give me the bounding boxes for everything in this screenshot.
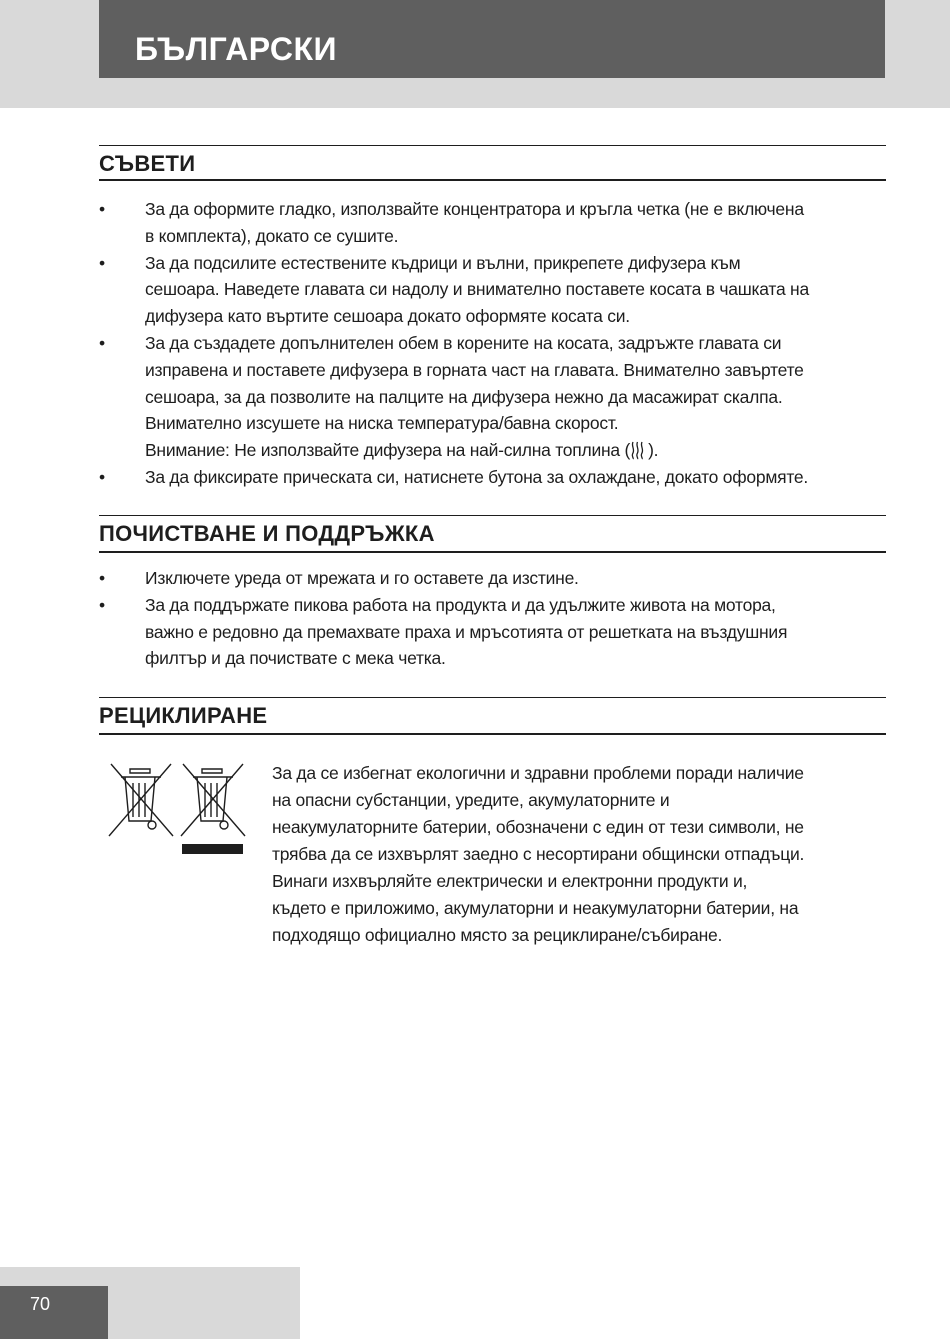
text-line: За да оформите гладко, използвайте концентратора и кръгла четка (не е включена <box>145 199 804 219</box>
tips-title: СЪВЕТИ <box>99 151 196 176</box>
text-line: трябва да се изхвърлят заедно с несортирани общински отпадъци. <box>272 844 805 864</box>
bullet: • <box>99 252 105 273</box>
page-number-box <box>0 1286 108 1339</box>
warning-line <box>145 437 886 464</box>
text-line: подходящо официално място за рециклиране/събиране. <box>272 925 723 945</box>
recycling-symbols <box>108 763 248 858</box>
cleaning-title: ПОЧИСТВАНЕ И ПОДДРЪЖКА <box>99 521 435 546</box>
text-line: на опасни субстанции, уредите, акумулаторните и <box>272 790 670 810</box>
recycling-section <box>99 697 886 735</box>
cleaning-section <box>99 515 886 672</box>
bullet: • <box>99 332 105 353</box>
text-line: изправена и поставете дифузера в горната част на главата. Внимателно завъртете <box>145 359 804 380</box>
text-line: Изключете уреда от мрежата и го оставете да изстине. <box>145 568 579 588</box>
text-line: Винаги изхвърляйте електрически и електронни продукти и, <box>272 871 748 891</box>
cleaning-heading-bar <box>99 515 886 553</box>
crossed-out-wheelie-bin-with-bar-icon <box>180 763 246 858</box>
recycling-title: РЕЦИКЛИРАНЕ <box>99 703 268 728</box>
text-line: важно е редовно да премахвате праха и мръсотията от решетката на въздушния <box>145 621 788 642</box>
text-line: в комплекта), докато се сушите. <box>145 225 399 246</box>
bullet: • <box>99 466 105 487</box>
tips-list <box>99 196 886 491</box>
text-line: За да създадете допълнителен обем в корените на косата, задръжте главата си <box>145 332 782 353</box>
tips-section <box>99 145 886 491</box>
text-line: където е приложимо, акумулаторни и неакумулаторни батерии, на <box>272 898 799 918</box>
bullet: • <box>99 199 105 219</box>
warning-text: Внимание: Не използвайте дифузера на най-силна топлина ( <box>145 440 631 461</box>
text-line: сешоара, за да позволите на палците на дифузера нежно да масажират скалпа. <box>145 386 783 407</box>
text-line: За да подсилите естествените къдрици и вълни, прикрепете дифузера към <box>145 252 741 273</box>
text-line: неакумулаторните батерии, обозначени с един от тези символи, не <box>272 817 804 837</box>
bullet: • <box>99 594 105 615</box>
list-item <box>99 250 886 330</box>
cleaning-list <box>99 565 886 672</box>
warning-text-end: ). <box>648 440 659 461</box>
language-bar <box>99 0 885 78</box>
text-line: филтър и да почиствате с мека четка. <box>145 648 446 669</box>
crossed-out-wheelie-bin-icon <box>108 763 174 838</box>
text-line: За да фиксирате прическата си, натиснете бутона за охлаждане, докато оформяте. <box>145 466 809 487</box>
recycling-text <box>272 760 886 949</box>
text-line: дифузера като въртите сешоара докато оформяте косата си. <box>145 306 630 327</box>
tips-heading-bar <box>99 145 886 181</box>
page-number: 70 <box>30 1294 51 1314</box>
text-line: За да се избегнат екологични и здравни проблеми поради наличие <box>272 763 804 783</box>
high-heat-icon <box>630 440 648 460</box>
bullet: • <box>99 568 105 588</box>
recycling-heading-bar <box>99 697 886 735</box>
text-line: Внимателно изсушете на ниска температура/бавна скорост. <box>145 413 619 434</box>
list-item <box>99 196 886 250</box>
list-item <box>99 464 886 491</box>
list-item <box>99 565 886 592</box>
language-title: БЪЛГАРСКИ <box>135 31 337 67</box>
list-item <box>99 592 886 672</box>
text-line: сешоара. Наведете главата си надолу и внимателно поставете косата в чашката на <box>145 279 809 300</box>
text-line: За да поддържате пикова работа на продукта и да удължите живота на мотора, <box>145 594 776 615</box>
list-item <box>99 330 886 464</box>
